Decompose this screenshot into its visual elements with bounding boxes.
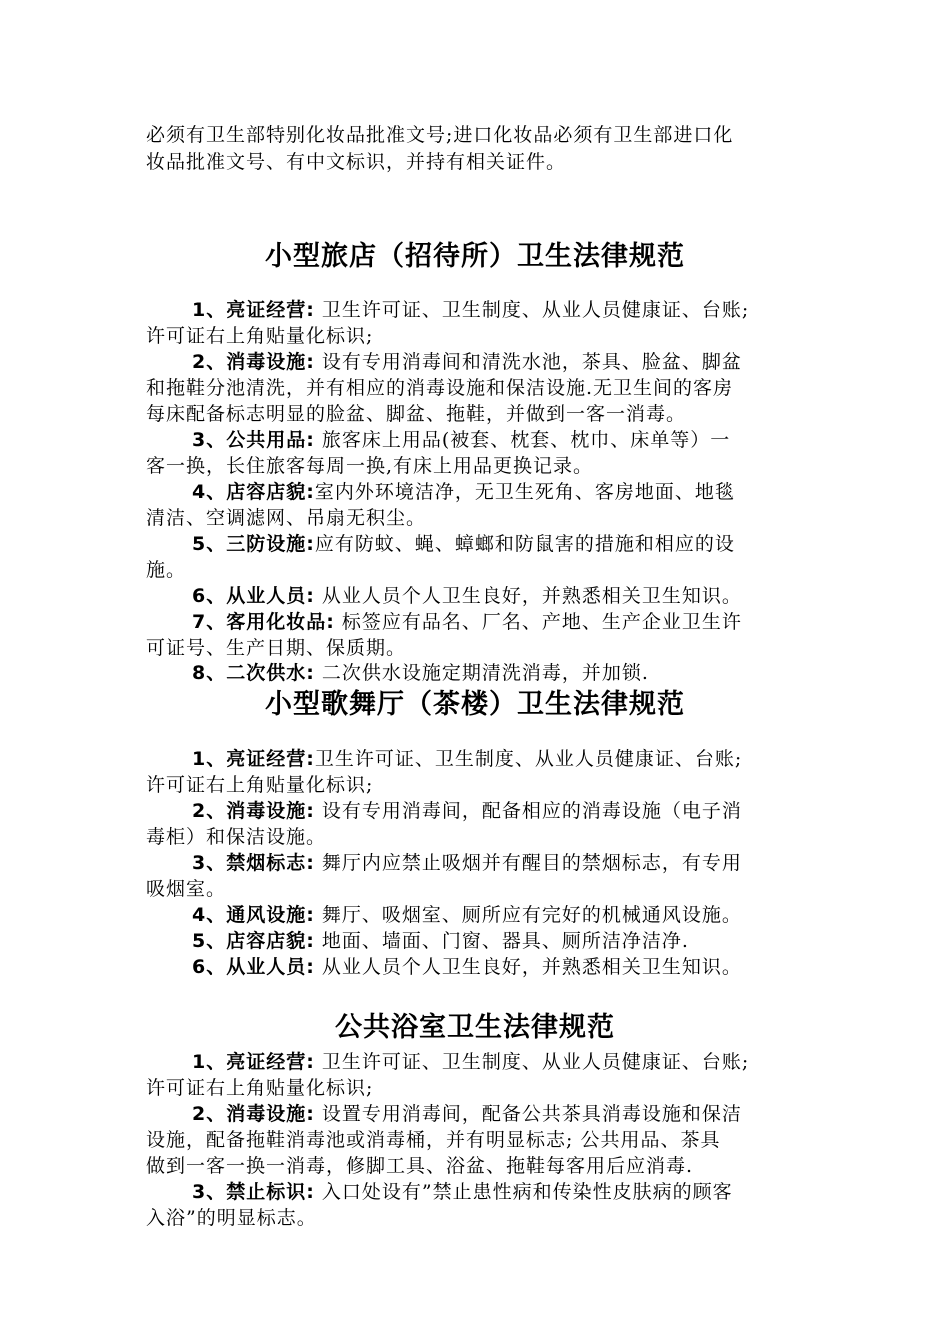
- item-line: 8、二次供水: 二次供水设施定期清洗消毒，并加锁.: [192, 662, 649, 684]
- item-line: 5、三防设施:应有防蚊、蝇、蟑螂和防鼠害的措施和相应的设: [192, 533, 735, 555]
- section-title: 小型歌舞厅（茶楼）卫生法律规范: [265, 689, 685, 720]
- section-title: 小型旅店（招待所）卫生法律规范: [265, 241, 685, 272]
- item-label: 1、亮证经营:: [192, 299, 315, 321]
- item-line: 入浴”的明显标志。: [146, 1207, 317, 1229]
- item-label: 8、二次供水:: [192, 662, 315, 684]
- item-line: 6、从业人员: 从业人员个人卫生良好，并熟悉相关卫生知识。: [192, 956, 742, 978]
- item-line: 2、消毒设施: 设置专用消毒间，配备公共茶具消毒设施和保洁: [192, 1103, 742, 1125]
- item-line: 许可证右上角贴量化标识;: [146, 774, 374, 796]
- item-line: 4、通风设施: 舞厅、吸烟室、厕所应有完好的机械通风设施。: [192, 904, 742, 926]
- item-line: 可证号、生产日期、保质期。: [146, 637, 407, 659]
- item-line: 清洁、空调滤网、吊扇无积尘。: [146, 507, 427, 529]
- item-label: 2、消毒设施:: [192, 351, 315, 373]
- item-line: 设施，配备拖鞋消毒池或消毒桶，并有明显标志; 公共用品、茶具: [146, 1129, 721, 1151]
- item-label: 4、店容店貌:: [192, 481, 315, 503]
- intro-line: 妆品批准文号、有中文标识，并持有相关证件。: [146, 151, 567, 173]
- item-label: 2、消毒设施:: [192, 800, 315, 822]
- item-label: 5、店容店貌:: [192, 930, 315, 952]
- section-title: 公共浴室卫生法律规范: [335, 1012, 615, 1043]
- item-line: 毒柜）和保洁设施。: [146, 826, 327, 848]
- item-label: 1、亮证经营:: [192, 748, 315, 770]
- item-label: 3、公共用品:: [192, 429, 315, 451]
- item-line: 3、禁止标识: 入口处设有”禁止患性病和传染性皮肤病的顾客: [192, 1181, 733, 1203]
- item-line: 施。: [146, 559, 187, 581]
- item-line: 许可证右上角贴量化标识;: [146, 1077, 374, 1099]
- item-line: 3、公共用品: 旅客床上用品(被套、枕套、枕巾、床单等）一: [192, 429, 731, 451]
- item-label: 6、从业人员:: [192, 585, 315, 607]
- item-line: 4、店容店貌:室内外环境洁净，无卫生死角、客房地面、地毯: [192, 481, 735, 503]
- item-line: 做到一客一换一消毒，修脚工具、浴盆、拖鞋每客用后应消毒.: [146, 1155, 694, 1177]
- item-line: 吸烟室。: [146, 878, 227, 900]
- item-label: 4、通风设施:: [192, 904, 315, 926]
- item-line: 1、亮证经营: 卫生许可证、卫生制度、从业人员健康证、台账;: [192, 299, 750, 321]
- item-label: 7、客用化妆品:: [192, 611, 335, 633]
- item-label: 3、禁止标识:: [192, 1181, 315, 1203]
- item-line: 许可证右上角贴量化标识;: [146, 325, 374, 347]
- item-line: 3、禁烟标志: 舞厅内应禁止吸烟并有醒目的禁烟标志，有专用: [192, 852, 742, 874]
- item-label: 3、禁烟标志:: [192, 852, 315, 874]
- item-line: 1、亮证经营:卫生许可证、卫生制度、从业人员健康证、台账;: [192, 748, 743, 770]
- item-line: 7、客用化妆品: 标签应有品名、厂名、产地、生产企业卫生许: [192, 611, 742, 633]
- item-line: 6、从业人员: 从业人员个人卫生良好，并熟悉相关卫生知识。: [192, 585, 742, 607]
- item-line: 2、消毒设施: 设有专用消毒间，配备相应的消毒设施（电子消: [192, 800, 742, 822]
- item-line: 每床配备标志明显的脸盆、脚盆、拖鞋，并做到一客一消毒。: [146, 403, 687, 425]
- item-line: 5、店容店貌: 地面、墙面、门窗、器具、厕所洁净洁净.: [192, 930, 689, 952]
- item-line: 1、亮证经营: 卫生许可证、卫生制度、从业人员健康证、台账;: [192, 1051, 750, 1073]
- item-label: 5、三防设施:: [192, 533, 315, 555]
- item-line: 客一换，长住旅客每周一换,有床上用品更换记录。: [146, 455, 594, 477]
- intro-line: 必须有卫生部特别化妆品批准文号;进口化妆品必须有卫生部进口化: [146, 124, 734, 146]
- item-label: 6、从业人员:: [192, 956, 315, 978]
- item-line: 和拖鞋分池清洗，并有相应的消毒设施和保洁设施.无卫生间的客房: [146, 377, 734, 399]
- item-line: 2、消毒设施: 设有专用消毒间和清洗水池，茶具、脸盆、脚盆: [192, 351, 742, 373]
- item-label: 1、亮证经营:: [192, 1051, 315, 1073]
- item-label: 2、消毒设施:: [192, 1103, 315, 1125]
